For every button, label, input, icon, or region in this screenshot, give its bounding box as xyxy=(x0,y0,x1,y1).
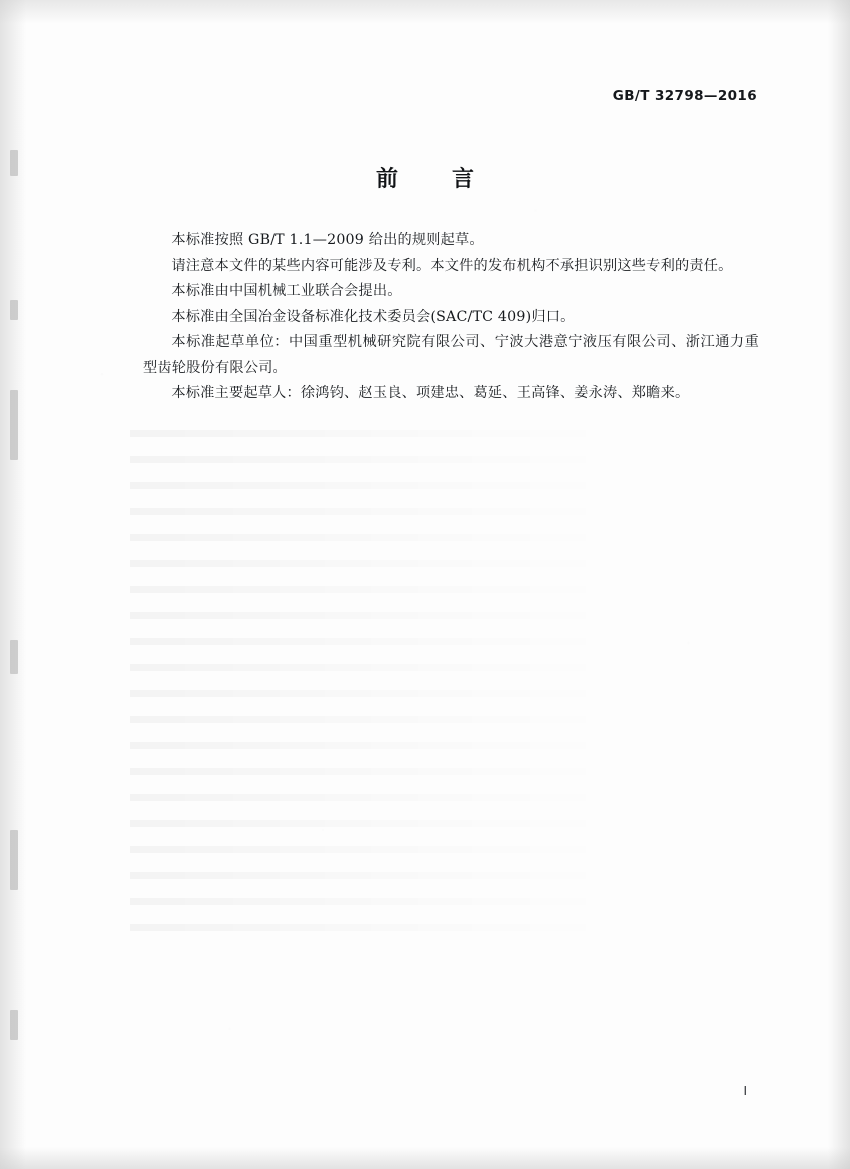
page-title: 前 言 xyxy=(375,167,490,192)
foreword-body xyxy=(143,228,759,407)
paragraph: 请注意本文件的某些内容可能涉及专利。本文件的发布机构不承担识别这些专利的责任。 xyxy=(171,257,733,274)
paragraph: 本标准由中国机械工业联合会提出。 xyxy=(171,283,402,299)
paragraph: 本标准起草单位：中国重型机械研究院有限公司、宁波大港意宁液压有限公司、浙江通力重型齿轮股份有限公司。 xyxy=(143,334,759,376)
page-number: I xyxy=(743,1084,747,1098)
paragraph: 本标准由全国冶金设备标准化技术委员会(SAC/TC 409)归口。 xyxy=(171,308,575,325)
paragraph: 本标准按照 GB/T 1.1—2009 给出的规则起草。 xyxy=(171,232,484,248)
standard-code-header: GB/T 32798—2016 xyxy=(612,88,757,104)
paragraph: 本标准主要起草人：徐鸿钧、赵玉良、项建忠、葛延、王高锋、姜永涛、郑瞻来。 xyxy=(171,385,690,401)
